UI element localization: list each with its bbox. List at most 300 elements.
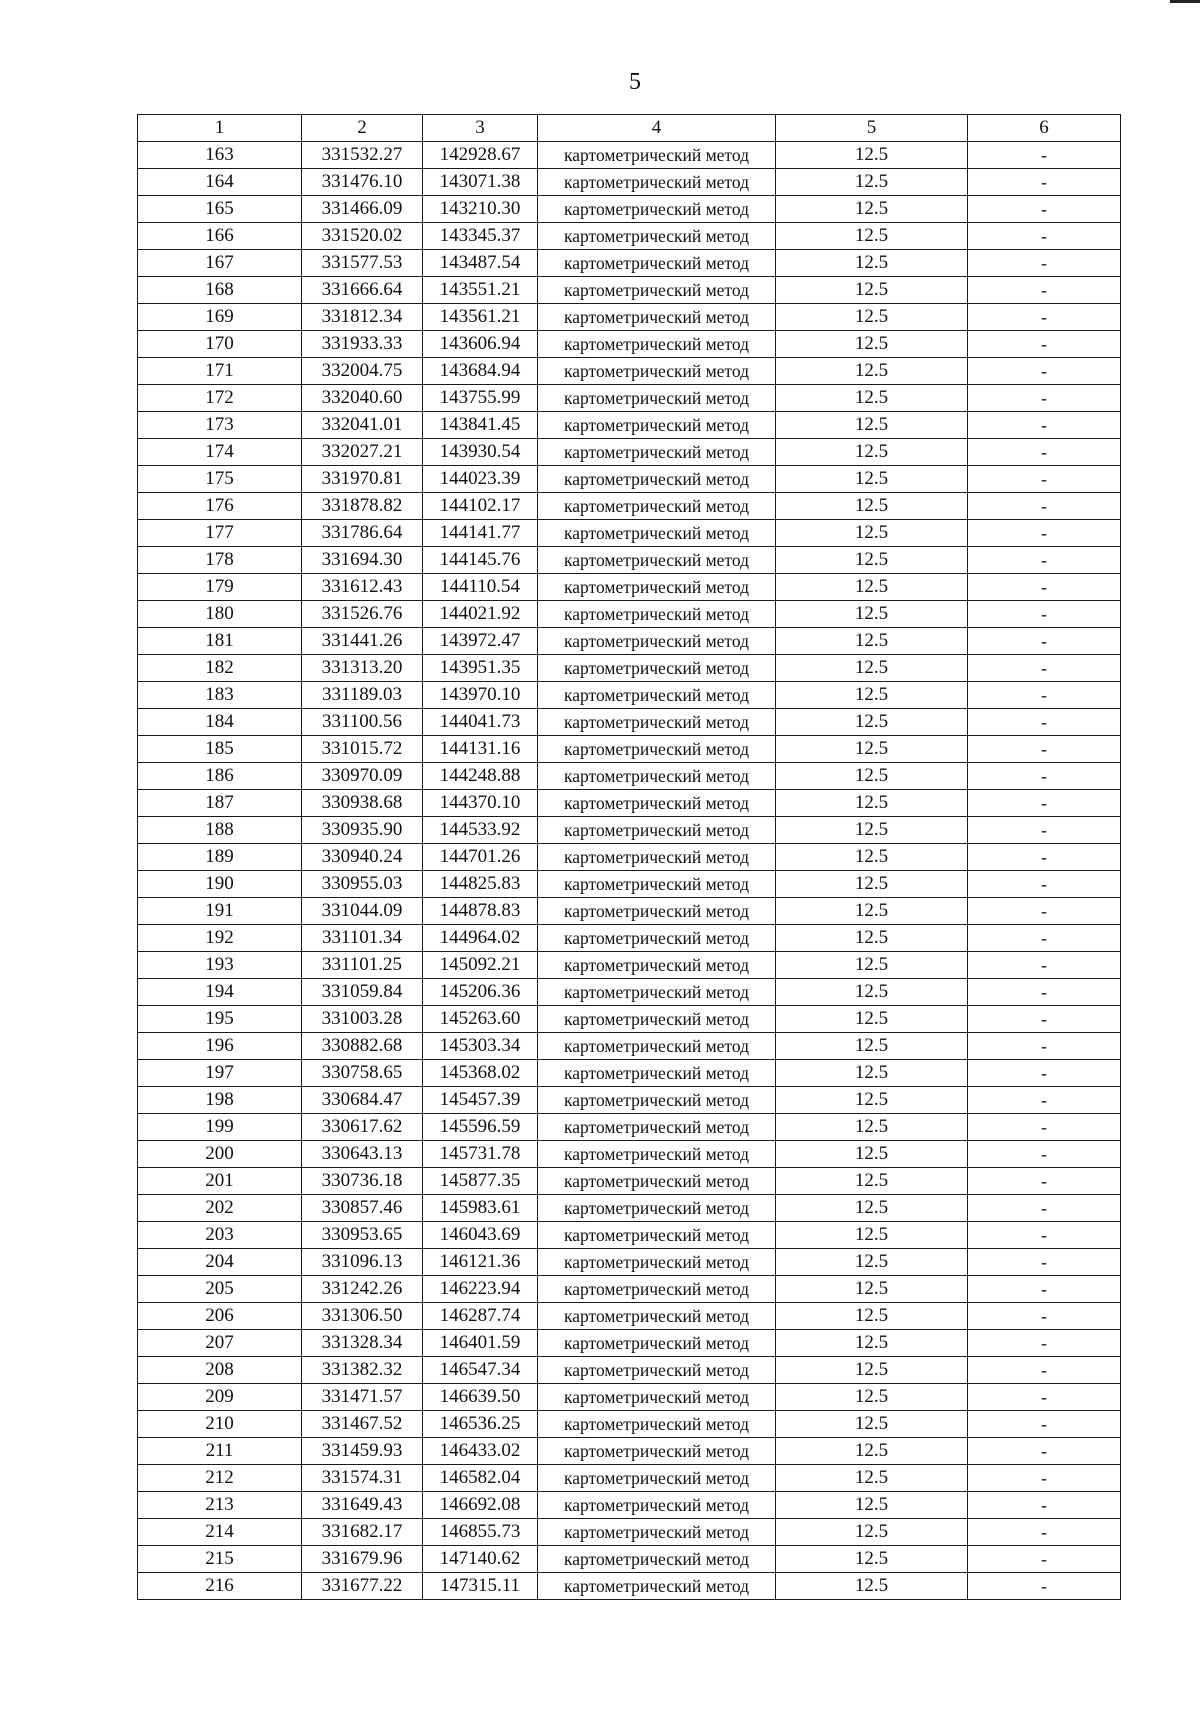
x-coordinate-cell: 330882.68	[302, 1033, 423, 1060]
point-number-cell: 214	[138, 1519, 302, 1546]
description-cell: -	[968, 1330, 1121, 1357]
accuracy-cell: 12.5	[776, 196, 968, 223]
accuracy-cell: 12.5	[776, 412, 968, 439]
x-coordinate-cell: 331459.93	[302, 1438, 423, 1465]
point-number-cell: 201	[138, 1168, 302, 1195]
method-cell: картометрический метод	[538, 574, 776, 601]
y-coordinate-cell: 143970.10	[423, 682, 538, 709]
y-coordinate-cell: 144110.54	[423, 574, 538, 601]
description-cell: -	[968, 1384, 1121, 1411]
y-coordinate-cell: 146547.34	[423, 1357, 538, 1384]
table-row	[138, 1330, 1121, 1357]
x-coordinate-cell: 331970.81	[302, 466, 423, 493]
method-cell: картометрический метод	[538, 1384, 776, 1411]
description-cell: -	[968, 790, 1121, 817]
accuracy-cell: 12.5	[776, 817, 968, 844]
x-coordinate-cell: 331471.57	[302, 1384, 423, 1411]
table-row	[138, 493, 1121, 520]
accuracy-cell: 12.5	[776, 790, 968, 817]
table-row	[138, 925, 1121, 952]
point-number-cell: 175	[138, 466, 302, 493]
table-row	[138, 1303, 1121, 1330]
table-row	[138, 358, 1121, 385]
method-cell: картометрический метод	[538, 196, 776, 223]
column-header: 1	[138, 115, 302, 142]
table-row	[138, 1276, 1121, 1303]
point-number-cell: 203	[138, 1222, 302, 1249]
point-number-cell: 166	[138, 223, 302, 250]
description-cell: -	[968, 601, 1121, 628]
x-coordinate-cell: 332027.21	[302, 439, 423, 466]
y-coordinate-cell: 143755.99	[423, 385, 538, 412]
method-cell: картометрический метод	[538, 1303, 776, 1330]
x-coordinate-cell: 332041.01	[302, 412, 423, 439]
x-coordinate-cell: 331476.10	[302, 169, 423, 196]
table-row	[138, 277, 1121, 304]
x-coordinate-cell: 330736.18	[302, 1168, 423, 1195]
method-cell: картометрический метод	[538, 250, 776, 277]
description-cell: -	[968, 979, 1121, 1006]
point-number-cell: 208	[138, 1357, 302, 1384]
y-coordinate-cell: 144370.10	[423, 790, 538, 817]
point-number-cell: 193	[138, 952, 302, 979]
table-row	[138, 1033, 1121, 1060]
x-coordinate-cell: 331666.64	[302, 277, 423, 304]
y-coordinate-cell: 146401.59	[423, 1330, 538, 1357]
y-coordinate-cell: 144964.02	[423, 925, 538, 952]
point-number-cell: 185	[138, 736, 302, 763]
accuracy-cell: 12.5	[776, 1249, 968, 1276]
accuracy-cell: 12.5	[776, 304, 968, 331]
description-cell: -	[968, 763, 1121, 790]
y-coordinate-cell: 146223.94	[423, 1276, 538, 1303]
column-header: 4	[538, 115, 776, 142]
description-cell: -	[968, 439, 1121, 466]
x-coordinate-cell: 330940.24	[302, 844, 423, 871]
method-cell: картометрический метод	[538, 763, 776, 790]
method-cell: картометрический метод	[538, 682, 776, 709]
x-coordinate-cell: 330617.62	[302, 1114, 423, 1141]
accuracy-cell: 12.5	[776, 520, 968, 547]
method-cell: картометрический метод	[538, 1087, 776, 1114]
y-coordinate-cell: 143930.54	[423, 439, 538, 466]
y-coordinate-cell: 144825.83	[423, 871, 538, 898]
y-coordinate-cell: 144878.83	[423, 898, 538, 925]
y-coordinate-cell: 146433.02	[423, 1438, 538, 1465]
y-coordinate-cell: 144145.76	[423, 547, 538, 574]
table-row	[138, 466, 1121, 493]
table-row	[138, 169, 1121, 196]
accuracy-cell: 12.5	[776, 277, 968, 304]
table-row	[138, 196, 1121, 223]
table-row	[138, 1249, 1121, 1276]
description-cell: -	[968, 1573, 1121, 1600]
point-number-cell: 163	[138, 142, 302, 169]
y-coordinate-cell: 144131.16	[423, 736, 538, 763]
y-coordinate-cell: 146639.50	[423, 1384, 538, 1411]
point-number-cell: 210	[138, 1411, 302, 1438]
point-number-cell: 212	[138, 1465, 302, 1492]
description-cell: -	[968, 1114, 1121, 1141]
x-coordinate-cell: 331532.27	[302, 142, 423, 169]
accuracy-cell: 12.5	[776, 169, 968, 196]
y-coordinate-cell: 144041.73	[423, 709, 538, 736]
description-cell: -	[968, 871, 1121, 898]
y-coordinate-cell: 145877.35	[423, 1168, 538, 1195]
page-number: 5	[629, 69, 641, 95]
point-number-cell: 171	[138, 358, 302, 385]
method-cell: картометрический метод	[538, 1519, 776, 1546]
x-coordinate-cell: 331101.25	[302, 952, 423, 979]
description-cell: -	[968, 385, 1121, 412]
description-cell: -	[968, 169, 1121, 196]
accuracy-cell: 12.5	[776, 601, 968, 628]
accuracy-cell: 12.5	[776, 1087, 968, 1114]
point-number-cell: 176	[138, 493, 302, 520]
table-row	[138, 223, 1121, 250]
table-row	[138, 1114, 1121, 1141]
x-coordinate-cell: 332040.60	[302, 385, 423, 412]
x-coordinate-cell: 331101.34	[302, 925, 423, 952]
method-cell: картометрический метод	[538, 1438, 776, 1465]
accuracy-cell: 12.5	[776, 1195, 968, 1222]
table-row	[138, 1465, 1121, 1492]
y-coordinate-cell: 145263.60	[423, 1006, 538, 1033]
column-header: 6	[968, 115, 1121, 142]
method-cell: картометрический метод	[538, 385, 776, 412]
method-cell: картометрический метод	[538, 1573, 776, 1600]
x-coordinate-cell: 331933.33	[302, 331, 423, 358]
x-coordinate-cell: 331313.20	[302, 655, 423, 682]
x-coordinate-cell: 331015.72	[302, 736, 423, 763]
accuracy-cell: 12.5	[776, 952, 968, 979]
table-row	[138, 682, 1121, 709]
accuracy-cell: 12.5	[776, 709, 968, 736]
point-number-cell: 187	[138, 790, 302, 817]
method-cell: картометрический метод	[538, 520, 776, 547]
description-cell: -	[968, 358, 1121, 385]
x-coordinate-cell: 330935.90	[302, 817, 423, 844]
point-number-cell: 215	[138, 1546, 302, 1573]
table-row	[138, 709, 1121, 736]
y-coordinate-cell: 143210.30	[423, 196, 538, 223]
point-number-cell: 202	[138, 1195, 302, 1222]
table-row	[138, 547, 1121, 574]
x-coordinate-cell: 332004.75	[302, 358, 423, 385]
x-coordinate-cell: 330684.47	[302, 1087, 423, 1114]
accuracy-cell: 12.5	[776, 574, 968, 601]
point-number-cell: 196	[138, 1033, 302, 1060]
point-number-cell: 194	[138, 979, 302, 1006]
x-coordinate-cell: 331812.34	[302, 304, 423, 331]
method-cell: картометрический метод	[538, 601, 776, 628]
method-cell: картометрический метод	[538, 1222, 776, 1249]
y-coordinate-cell: 143684.94	[423, 358, 538, 385]
x-coordinate-cell: 331382.32	[302, 1357, 423, 1384]
point-number-cell: 188	[138, 817, 302, 844]
accuracy-cell: 12.5	[776, 466, 968, 493]
description-cell: -	[968, 412, 1121, 439]
point-number-cell: 189	[138, 844, 302, 871]
table-row	[138, 331, 1121, 358]
point-number-cell: 168	[138, 277, 302, 304]
accuracy-cell: 12.5	[776, 1438, 968, 1465]
y-coordinate-cell: 144141.77	[423, 520, 538, 547]
point-number-cell: 180	[138, 601, 302, 628]
y-coordinate-cell: 145206.36	[423, 979, 538, 1006]
description-cell: -	[968, 1195, 1121, 1222]
method-cell: картометрический метод	[538, 169, 776, 196]
table-row	[138, 1384, 1121, 1411]
y-coordinate-cell: 144248.88	[423, 763, 538, 790]
x-coordinate-cell: 331096.13	[302, 1249, 423, 1276]
method-cell: картометрический метод	[538, 1330, 776, 1357]
method-cell: картометрический метод	[538, 493, 776, 520]
point-number-cell: 181	[138, 628, 302, 655]
table-row	[138, 1060, 1121, 1087]
method-cell: картометрический метод	[538, 790, 776, 817]
y-coordinate-cell: 143606.94	[423, 331, 538, 358]
table-row	[138, 736, 1121, 763]
method-cell: картометрический метод	[538, 1276, 776, 1303]
description-cell: -	[968, 682, 1121, 709]
point-number-cell: 177	[138, 520, 302, 547]
method-cell: картометрический метод	[538, 142, 776, 169]
accuracy-cell: 12.5	[776, 1276, 968, 1303]
y-coordinate-cell: 144533.92	[423, 817, 538, 844]
x-coordinate-cell: 331328.34	[302, 1330, 423, 1357]
description-cell: -	[968, 142, 1121, 169]
description-cell: -	[968, 817, 1121, 844]
y-coordinate-cell: 145983.61	[423, 1195, 538, 1222]
method-cell: картометрический метод	[538, 655, 776, 682]
description-cell: -	[968, 520, 1121, 547]
description-cell: -	[968, 574, 1121, 601]
point-number-cell: 213	[138, 1492, 302, 1519]
y-coordinate-cell: 143561.21	[423, 304, 538, 331]
accuracy-cell: 12.5	[776, 1060, 968, 1087]
y-coordinate-cell: 143071.38	[423, 169, 538, 196]
method-cell: картометрический метод	[538, 1195, 776, 1222]
description-cell: -	[968, 304, 1121, 331]
table-row	[138, 601, 1121, 628]
description-cell: -	[968, 1033, 1121, 1060]
table-row	[138, 1222, 1121, 1249]
table-row	[138, 817, 1121, 844]
method-cell: картометрический метод	[538, 925, 776, 952]
accuracy-cell: 12.5	[776, 1492, 968, 1519]
point-number-cell: 169	[138, 304, 302, 331]
description-cell: -	[968, 1006, 1121, 1033]
y-coordinate-cell: 143345.37	[423, 223, 538, 250]
x-coordinate-cell: 330643.13	[302, 1141, 423, 1168]
method-cell: картометрический метод	[538, 466, 776, 493]
x-coordinate-cell: 330955.03	[302, 871, 423, 898]
table-row	[138, 1492, 1121, 1519]
accuracy-cell: 12.5	[776, 628, 968, 655]
accuracy-cell: 12.5	[776, 925, 968, 952]
point-number-cell: 173	[138, 412, 302, 439]
method-cell: картометрический метод	[538, 736, 776, 763]
x-coordinate-cell: 331044.09	[302, 898, 423, 925]
point-number-cell: 211	[138, 1438, 302, 1465]
x-coordinate-cell: 331466.09	[302, 196, 423, 223]
accuracy-cell: 12.5	[776, 844, 968, 871]
y-coordinate-cell: 145731.78	[423, 1141, 538, 1168]
description-cell: -	[968, 736, 1121, 763]
table-row	[138, 1141, 1121, 1168]
x-coordinate-cell: 330938.68	[302, 790, 423, 817]
table-row	[138, 1357, 1121, 1384]
method-cell: картометрический метод	[538, 817, 776, 844]
table-row	[138, 574, 1121, 601]
table-row	[138, 979, 1121, 1006]
description-cell: -	[968, 1465, 1121, 1492]
accuracy-cell: 12.5	[776, 1222, 968, 1249]
description-cell: -	[968, 331, 1121, 358]
point-number-cell: 170	[138, 331, 302, 358]
x-coordinate-cell: 331649.43	[302, 1492, 423, 1519]
y-coordinate-cell: 145457.39	[423, 1087, 538, 1114]
table-row	[138, 952, 1121, 979]
table-row	[138, 763, 1121, 790]
accuracy-cell: 12.5	[776, 1465, 968, 1492]
table-row	[138, 898, 1121, 925]
method-cell: картометрический метод	[538, 331, 776, 358]
y-coordinate-cell: 143972.47	[423, 628, 538, 655]
accuracy-cell: 12.5	[776, 1141, 968, 1168]
accuracy-cell: 12.5	[776, 1006, 968, 1033]
y-coordinate-cell: 143487.54	[423, 250, 538, 277]
accuracy-cell: 12.5	[776, 547, 968, 574]
accuracy-cell: 12.5	[776, 1546, 968, 1573]
description-cell: -	[968, 1303, 1121, 1330]
x-coordinate-cell: 331786.64	[302, 520, 423, 547]
accuracy-cell: 12.5	[776, 1519, 968, 1546]
y-coordinate-cell: 147315.11	[423, 1573, 538, 1600]
point-number-cell: 179	[138, 574, 302, 601]
method-cell: картометрический метод	[538, 952, 776, 979]
method-cell: картометрический метод	[538, 1357, 776, 1384]
point-number-cell: 172	[138, 385, 302, 412]
method-cell: картометрический метод	[538, 1168, 776, 1195]
y-coordinate-cell: 145303.34	[423, 1033, 538, 1060]
point-number-cell: 167	[138, 250, 302, 277]
x-coordinate-cell: 331242.26	[302, 1276, 423, 1303]
x-coordinate-cell: 330953.65	[302, 1222, 423, 1249]
y-coordinate-cell: 145092.21	[423, 952, 538, 979]
method-cell: картометрический метод	[538, 709, 776, 736]
accuracy-cell: 12.5	[776, 1357, 968, 1384]
method-cell: картометрический метод	[538, 1033, 776, 1060]
accuracy-cell: 12.5	[776, 1573, 968, 1600]
x-coordinate-cell: 331306.50	[302, 1303, 423, 1330]
scan-edge-mark	[1170, 0, 1200, 3]
point-number-cell: 197	[138, 1060, 302, 1087]
y-coordinate-cell: 146121.36	[423, 1249, 538, 1276]
method-cell: картометрический метод	[538, 223, 776, 250]
method-cell: картометрический метод	[538, 1006, 776, 1033]
point-number-cell: 174	[138, 439, 302, 466]
method-cell: картометрический метод	[538, 1114, 776, 1141]
y-coordinate-cell: 145368.02	[423, 1060, 538, 1087]
point-number-cell: 198	[138, 1087, 302, 1114]
x-coordinate-cell: 330970.09	[302, 763, 423, 790]
x-coordinate-cell: 331574.31	[302, 1465, 423, 1492]
method-cell: картометрический метод	[538, 1411, 776, 1438]
y-coordinate-cell: 146855.73	[423, 1519, 538, 1546]
table-row	[138, 1006, 1121, 1033]
description-cell: -	[968, 1546, 1121, 1573]
description-cell: -	[968, 1141, 1121, 1168]
accuracy-cell: 12.5	[776, 1384, 968, 1411]
point-number-cell: 207	[138, 1330, 302, 1357]
y-coordinate-cell: 144021.92	[423, 601, 538, 628]
method-cell: картометрический метод	[538, 277, 776, 304]
x-coordinate-cell: 331467.52	[302, 1411, 423, 1438]
x-coordinate-cell: 330758.65	[302, 1060, 423, 1087]
x-coordinate-cell: 331100.56	[302, 709, 423, 736]
method-cell: картометрический метод	[538, 1465, 776, 1492]
point-number-cell: 164	[138, 169, 302, 196]
method-cell: картометрический метод	[538, 1249, 776, 1276]
method-cell: картометрический метод	[538, 412, 776, 439]
table-row	[138, 1195, 1121, 1222]
description-cell: -	[968, 250, 1121, 277]
table-row	[138, 790, 1121, 817]
method-cell: картометрический метод	[538, 358, 776, 385]
x-coordinate-cell: 331878.82	[302, 493, 423, 520]
description-cell: -	[968, 1087, 1121, 1114]
accuracy-cell: 12.5	[776, 1330, 968, 1357]
accuracy-cell: 12.5	[776, 1303, 968, 1330]
method-cell: картометрический метод	[538, 898, 776, 925]
accuracy-cell: 12.5	[776, 682, 968, 709]
accuracy-cell: 12.5	[776, 898, 968, 925]
accuracy-cell: 12.5	[776, 223, 968, 250]
description-cell: -	[968, 547, 1121, 574]
description-cell: -	[968, 1357, 1121, 1384]
description-cell: -	[968, 628, 1121, 655]
method-cell: картометрический метод	[538, 304, 776, 331]
accuracy-cell: 12.5	[776, 871, 968, 898]
description-cell: -	[968, 709, 1121, 736]
x-coordinate-cell: 331059.84	[302, 979, 423, 1006]
table-row	[138, 1438, 1121, 1465]
point-number-cell: 178	[138, 547, 302, 574]
description-cell: -	[968, 1519, 1121, 1546]
accuracy-cell: 12.5	[776, 385, 968, 412]
y-coordinate-cell: 147140.62	[423, 1546, 538, 1573]
x-coordinate-cell: 331577.53	[302, 250, 423, 277]
point-number-cell: 205	[138, 1276, 302, 1303]
accuracy-cell: 12.5	[776, 1168, 968, 1195]
accuracy-cell: 12.5	[776, 331, 968, 358]
y-coordinate-cell: 146043.69	[423, 1222, 538, 1249]
table-row	[138, 1168, 1121, 1195]
y-coordinate-cell: 142928.67	[423, 142, 538, 169]
point-number-cell: 186	[138, 763, 302, 790]
table-row	[138, 250, 1121, 277]
table-row	[138, 1519, 1121, 1546]
table-body	[138, 142, 1121, 1600]
point-number-cell: 204	[138, 1249, 302, 1276]
description-cell: -	[968, 1492, 1121, 1519]
description-cell: -	[968, 277, 1121, 304]
y-coordinate-cell: 143841.45	[423, 412, 538, 439]
table-row	[138, 844, 1121, 871]
table-row	[138, 1546, 1121, 1573]
